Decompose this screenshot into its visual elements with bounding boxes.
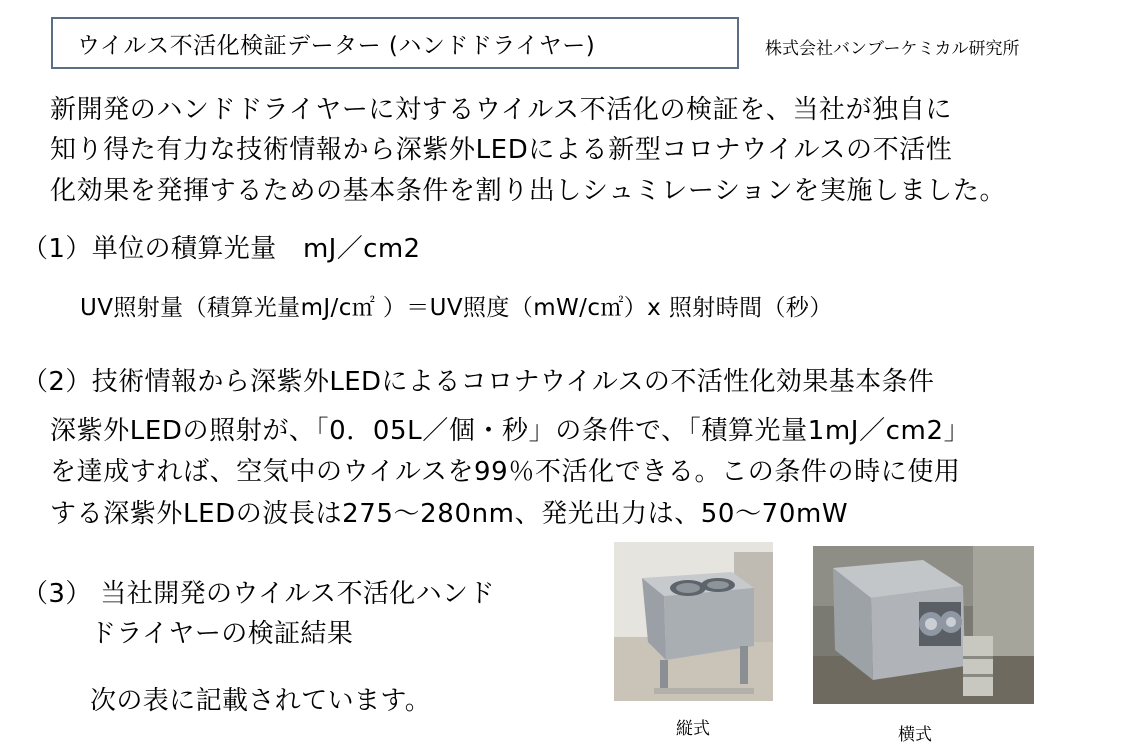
section3-heading-line-2: ドライヤーの検証結果 [90,619,354,649]
intro-line-3: 化効果を発揮するための基本条件を割り出しシュミレーションを実施しました。 [50,176,1007,206]
intro-line-1: 新開発のハンドドライヤーに対するウイルス不活化の検証を、当社が独自に [50,95,953,125]
section3-heading-line-1: （3） 当社開発のウイルス不活化ハンド [22,579,495,609]
section2-heading: （2）技術情報から深紫外LEDによるコロナウイルスの不活性化効果基本条件 [22,367,935,397]
section2-line-1: 深紫外LEDの照射が、「0．05L／個・秒」の条件で、「積算光量1mJ／cm2」 [50,416,971,446]
section1-formula: UV照射量（積算光量mJ/c㎡ ）＝UV照度（mW/c㎡）x 照射時間（秒） [80,295,833,321]
company-name: 株式会社バンブーケミカル研究所 [765,39,1020,59]
horizontal-dryer-caption: 横式 [898,725,932,745]
vertical-dryer-photo [614,542,773,701]
horizontal-dryer-photo [813,546,1034,704]
vertical-dryer-caption: 縦式 [676,719,710,739]
intro-line-2: 知り得た有力な技術情報から深紫外LEDによる新型コロナウイルスの不活性 [50,135,953,165]
section2-line-2: を達成すれば、空気中のウイルスを99％不活化できる。この条件の時に使用 [50,457,961,487]
section1-heading: （1）単位の積算光量 mJ／cm2 [22,234,421,264]
section3-note: 次の表に記載されています。 [90,686,432,716]
section2-line-3: する深紫外LEDの波長は275～280nm、発光出力は、50～70mW [50,499,849,529]
page-title: ウイルス不活化検証データー (ハンドドライヤー) [51,17,739,69]
